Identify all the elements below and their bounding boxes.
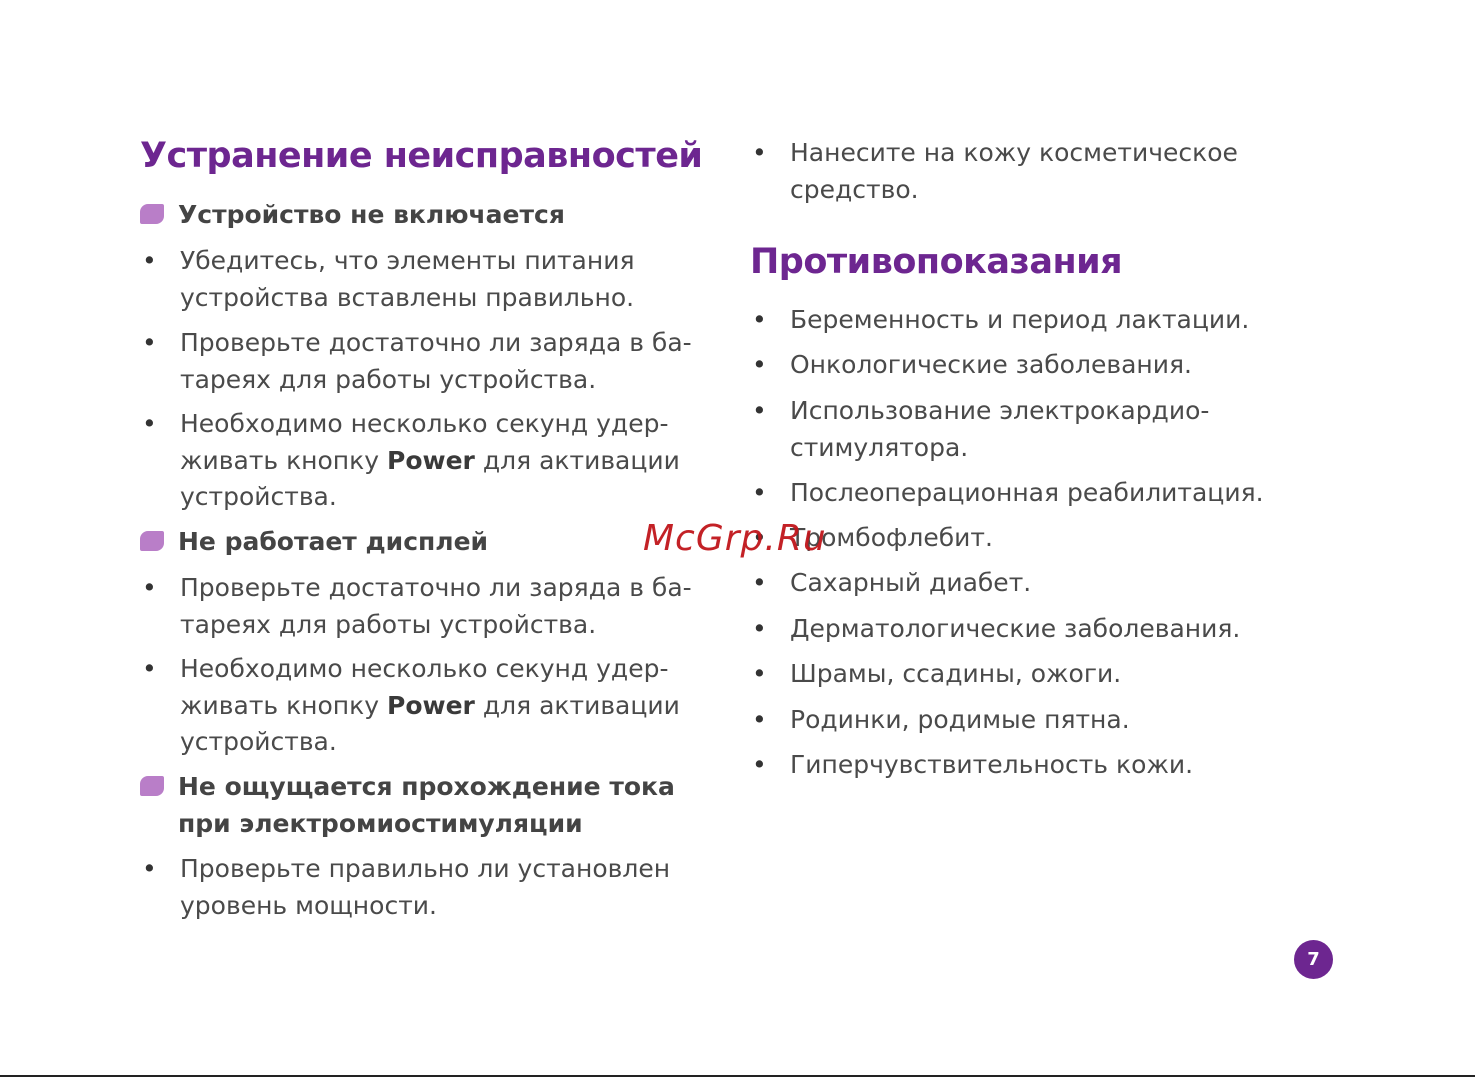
list-item: • Шрамы, ссадины, ожоги.: [750, 656, 1350, 693]
list-item: • Дерматологические заболевания.: [750, 611, 1350, 648]
bullet-icon: [140, 651, 180, 688]
troubleshooting-heading: Устранение неисправностей: [140, 136, 703, 176]
list-item: • Сахарный диабет.: [750, 565, 1350, 602]
bullet-icon: [140, 325, 180, 362]
section-marker-icon: [140, 531, 164, 551]
list-item: • Послеоперационная реабилитация.: [750, 475, 1350, 512]
list-item: • Проверьте достаточно ли заряда в ба- тареях для работы устройства.: [140, 570, 720, 643]
list-item: • Гиперчувствительность кожи.: [750, 747, 1350, 784]
contraindications-heading: Противопоказания: [750, 242, 1123, 282]
bullet-icon: [750, 702, 790, 739]
list-item: • Необходимо несколько секунд удер- живать кнопку Power для активации устройства.: [140, 651, 720, 761]
section-marker-icon: [140, 204, 164, 224]
bullet-icon: [140, 851, 180, 888]
bullet-icon: [750, 611, 790, 648]
bullet-icon: [750, 347, 790, 384]
bullet-icon: [750, 393, 790, 430]
list-item: • Нанесите на кожу косметическое средство.: [750, 135, 1350, 208]
bullet-icon: [750, 135, 790, 172]
list-item: • Онкологические заболевания.: [750, 347, 1350, 384]
bullet-icon: [750, 747, 790, 784]
bullet-icon: [140, 243, 180, 280]
bullet-icon: [750, 475, 790, 512]
section-marker-icon: [140, 776, 164, 796]
bullet-icon: [750, 565, 790, 602]
section-title: Не ощущается прохождение тока при электромиостимуляции: [140, 768, 675, 842]
list-item: • Использование электрокардио- стимулятора.: [750, 393, 1350, 466]
bullet-icon: [140, 570, 180, 607]
bottom-divider: [0, 1075, 1475, 1077]
watermark: McGrp.Ru: [643, 518, 827, 559]
section-title: Не работает дисплей: [140, 523, 488, 560]
bullet-icon: [750, 302, 790, 339]
list-item: • Проверьте правильно ли установлен уровень мощности.: [140, 851, 720, 924]
list-item: • Проверьте достаточно ли заряда в ба- тареях для работы устройства.: [140, 325, 720, 398]
bullet-icon: [140, 406, 180, 443]
list-item: • Убедитесь, что элементы питания устройства вставлены правильно.: [140, 243, 720, 316]
list-item: • Тромбофлебит.: [750, 520, 1350, 557]
list-item: • Необходимо несколько секунд удер- живать кнопку Power для активации устройства.: [140, 406, 720, 516]
section-title: Устройство не включается: [140, 196, 565, 233]
list-item: • Родинки, родимые пятна.: [750, 702, 1350, 739]
list-item: • Беременность и период лактации.: [750, 302, 1350, 339]
bullet-icon: [750, 656, 790, 693]
page-number-badge: 7: [1294, 940, 1333, 979]
